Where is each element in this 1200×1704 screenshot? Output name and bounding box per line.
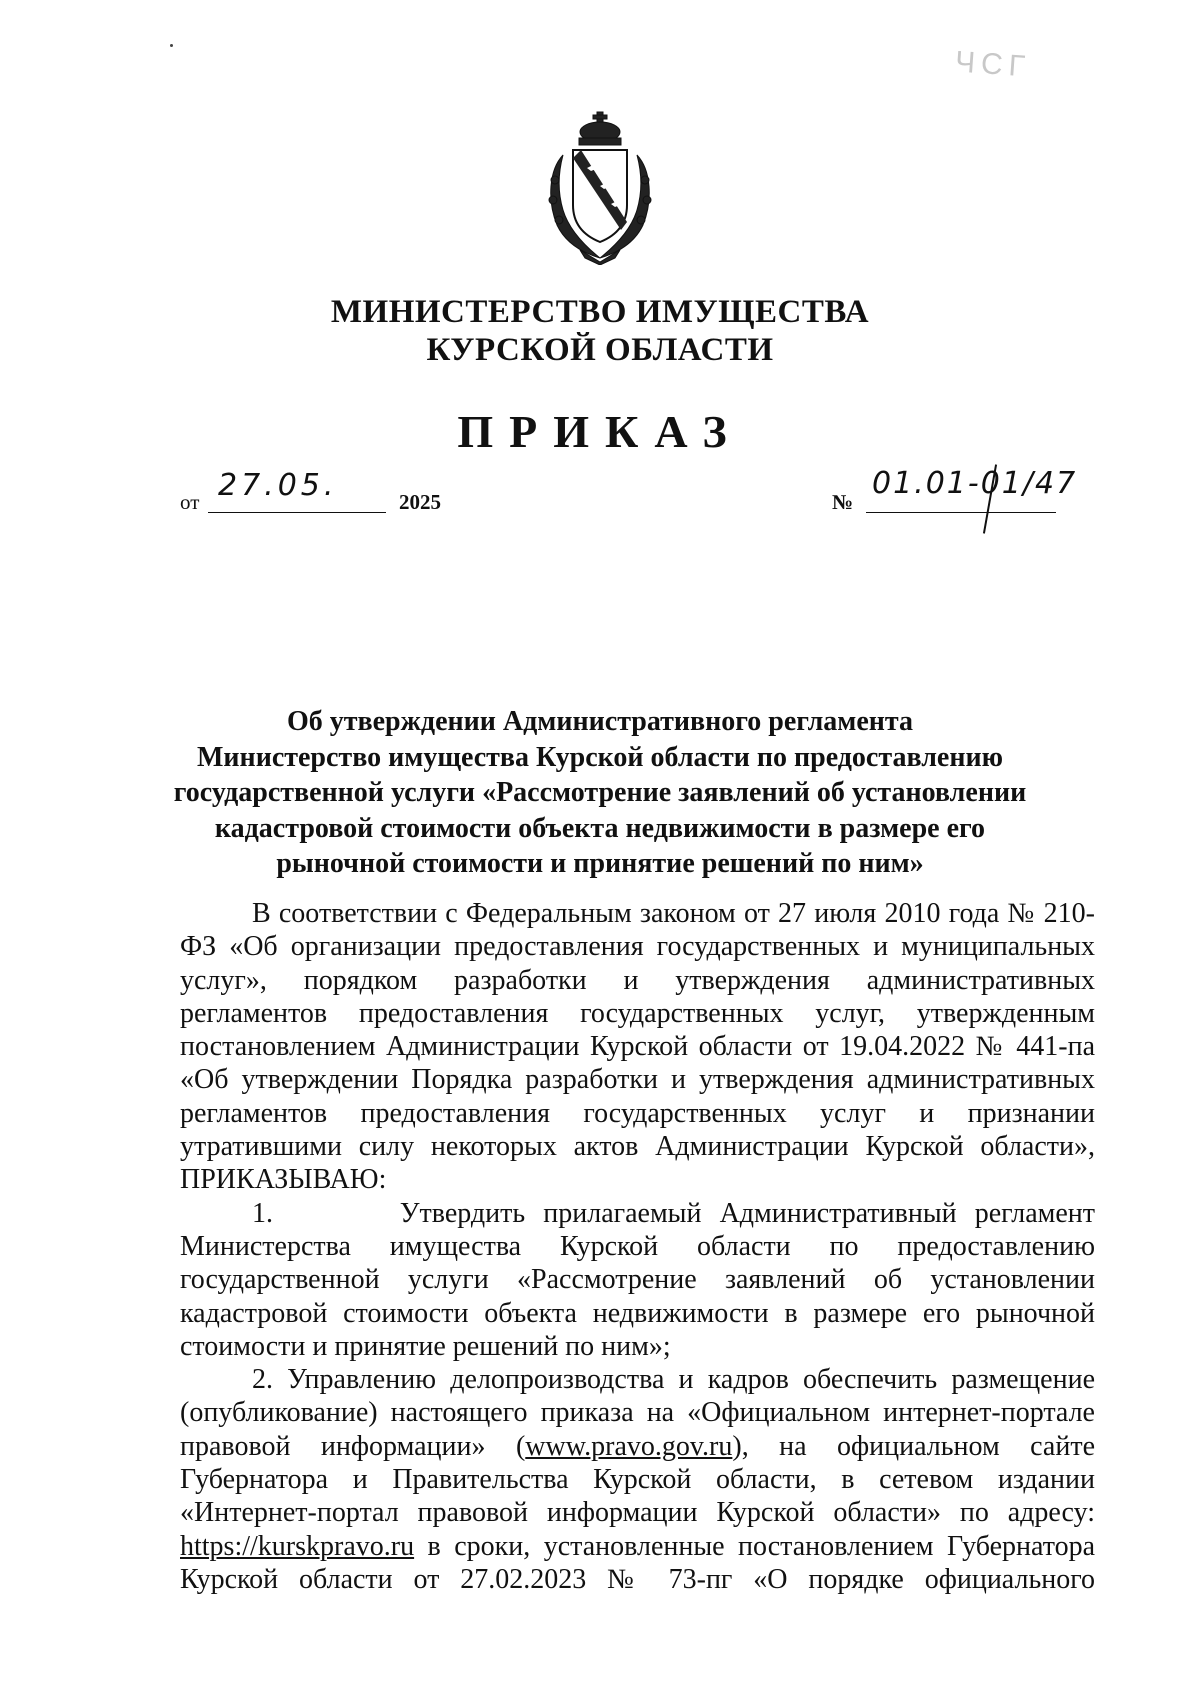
title-line: рыночной стоимости и принятие решений по ним» [276,848,924,879]
number-handwritten: 01.01-01/47 [872,466,1078,501]
title-line: Министерство имущества Курской области по предоставлению [197,741,1003,773]
scan-speck [170,44,173,47]
body-line: постановлением Администрации Курской области от 19.04.2022 № 441-па [180,1031,1095,1063]
title-line: Об утверждении Административного регламента [286,706,914,737]
order-body [180,897,1095,1596]
body-line: ФЗ «Об организации предоставления государственных и муниципальных [180,931,1095,963]
body-line: Курской области от 27.02.2023 № 73-пг «О порядке официального [180,1563,1095,1595]
body-line-with-link [180,1530,1095,1563]
title-line: государственной услуги «Рассмотрение заявлений об установлении [173,777,1027,808]
body-line: ПРИКАЗЫВАЮ: [180,1164,387,1196]
item-1-first-text: Утвердить прилагаемый Административный регламент [399,1197,1096,1229]
body-line: регламентов предоставления государственных услуг и признании [180,1097,1095,1129]
body-line: стоимости и принятие решений по ним»; [180,1330,671,1362]
item-1-first-line [180,1197,1095,1230]
body-line: Губернатора и Правительства Курской области, в сетевом издании [180,1464,1095,1496]
body-line: утратившими силу некоторых актов Администрации Курской области», [180,1131,1095,1163]
date-year: 2025 [399,490,441,514]
title-line: кадастровой стоимости объекта недвижимости в размере его [214,812,986,844]
document-type-heading: ПРИКАЗ [457,406,743,457]
body-line: услуг», порядком разработки и утверждения административных [180,964,1095,996]
item-2-text: правовой информации» ( [180,1430,526,1462]
date-prefix: от [180,490,200,514]
order-title [120,704,1080,882]
item-2-text: ), на официальном сайте [732,1430,1096,1462]
body-line: Министерства имущества Курской области по предоставлению [180,1230,1095,1262]
coat-of-arms-emblem [545,110,655,265]
ministry-name-line2: КУРСКОЙ ОБЛАСТИ [426,332,774,368]
date-handwritten: 27.05. [218,468,338,503]
body-line: В соответствии с Федеральным законом от 27 июля 2010 года № 210- [252,898,1095,929]
pravo-gov-link[interactable]: www.pravo.gov.ru [525,1430,733,1462]
body-line: (опубликование) настоящего приказа на «Официальном интернет-портале [180,1397,1095,1429]
corner-handwritten-mark: ЧСГ [953,45,1032,84]
body-line: кадастровой стоимости объекта недвижимости в размере его рыночной [180,1297,1095,1329]
order-number [832,466,1078,534]
item-2-text: в сроки, установленные постановлением Губернатора [414,1530,1095,1562]
body-line: «Интернет-портал правовой информации Курской области» по адресу: [180,1497,1095,1529]
body-line: государственной услуги «Рассмотрение заявлений об установлении [180,1264,1095,1296]
number-prefix: № [832,490,854,514]
ministry-name-line1: МИНИСТЕРСТВО ИМУЩЕСТВА [330,294,870,330]
body-line: 2. Управлению делопроизводства и кадров обеспечить размещение [252,1364,1095,1396]
body-line-with-link [180,1430,1095,1463]
body-line: регламентов предоставления государственных услуг, утвержденным [180,997,1095,1029]
item-1-number: 1. [252,1197,273,1229]
kurskpravo-link[interactable]: https://kurskpravo.ru [180,1530,415,1562]
body-line: «Об утверждении Порядка разработки и утверждения административных [180,1064,1095,1096]
